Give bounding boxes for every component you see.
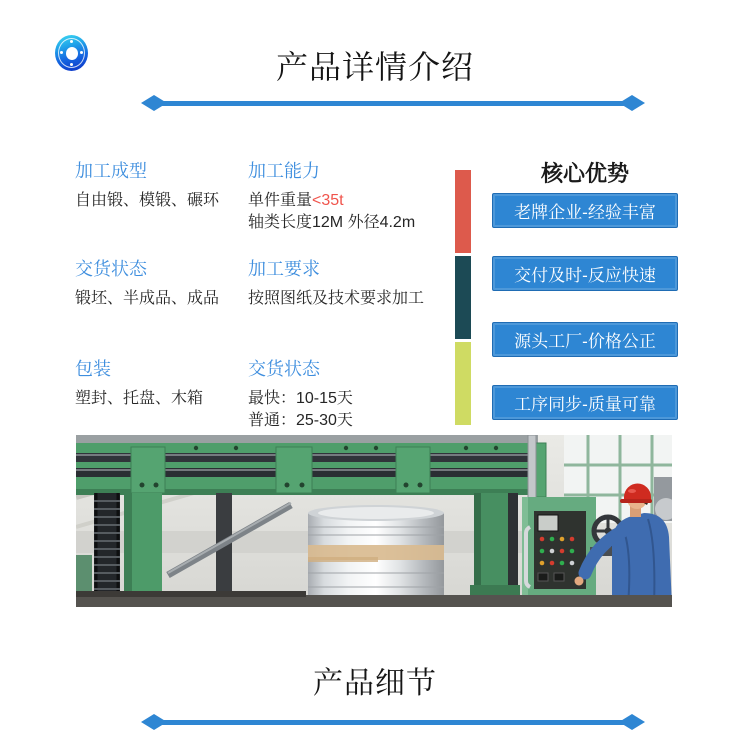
footer-title: 产品细节: [313, 667, 437, 700]
info-heading: 交货状态: [75, 259, 147, 279]
advantages-color-stripe: [455, 170, 471, 425]
divider-line: [160, 720, 626, 725]
info-body: 轴类长度12M 外径4.2m: [248, 214, 416, 231]
footer-divider: [141, 714, 645, 730]
info-heading: 加工成型: [75, 161, 147, 181]
info-body: 锻坯、半成品、成品: [75, 290, 220, 307]
info-block-packaging: [75, 358, 260, 410]
advantage-button-delivery[interactable]: 交付及时-反应快速: [492, 256, 678, 291]
diamond-icon: [141, 714, 167, 730]
advantage-button-experience[interactable]: 老牌企业-经验丰富: [492, 193, 678, 228]
capability-highlight: <35t: [312, 192, 344, 209]
info-body: 最快：10-15天: [248, 390, 353, 407]
header-divider: [141, 95, 645, 111]
divider-line: [160, 101, 626, 106]
diamond-icon: [141, 95, 167, 111]
advantages-title: 核心优势: [540, 161, 629, 186]
info-block-delivery-state: [75, 258, 260, 310]
info-block-lead-time: [248, 358, 433, 432]
page-title: 产品详情介绍: [275, 49, 474, 85]
advantage-button-price[interactable]: 源头工厂-价格公正: [492, 322, 678, 357]
info-heading: 包装: [75, 359, 111, 379]
info-heading: 加工要求: [248, 259, 320, 279]
info-body: 按照图纸及技术要求加工: [248, 290, 425, 307]
stripe-segment-red: [455, 170, 471, 253]
workshop-photo-illustration: [76, 435, 672, 607]
stripe-segment-green: [455, 342, 471, 425]
advantage-button-quality[interactable]: 工序同步-质量可靠: [492, 385, 678, 420]
info-body: 自由锻、模锻、碾环: [75, 192, 220, 209]
info-body: [248, 190, 433, 212]
info-block-requirements: [248, 258, 433, 310]
workshop-photo: [76, 435, 672, 607]
stripe-segment-teal: [455, 256, 471, 339]
info-block-forming: [75, 160, 260, 212]
machine-right-column: [470, 493, 520, 603]
diamond-icon: [619, 714, 645, 730]
workpiece-cylinder: [300, 505, 452, 607]
info-heading: 加工能力: [248, 161, 320, 181]
capability-text: 单件重量: [248, 192, 313, 209]
diamond-icon: [619, 95, 645, 111]
info-heading: 交货状态: [248, 359, 320, 379]
info-body: 普通：25-30天: [248, 412, 353, 429]
info-body: 塑封、托盘、木箱: [75, 390, 204, 407]
info-block-capability: [248, 160, 433, 234]
machine-crossbeam: [76, 435, 546, 497]
